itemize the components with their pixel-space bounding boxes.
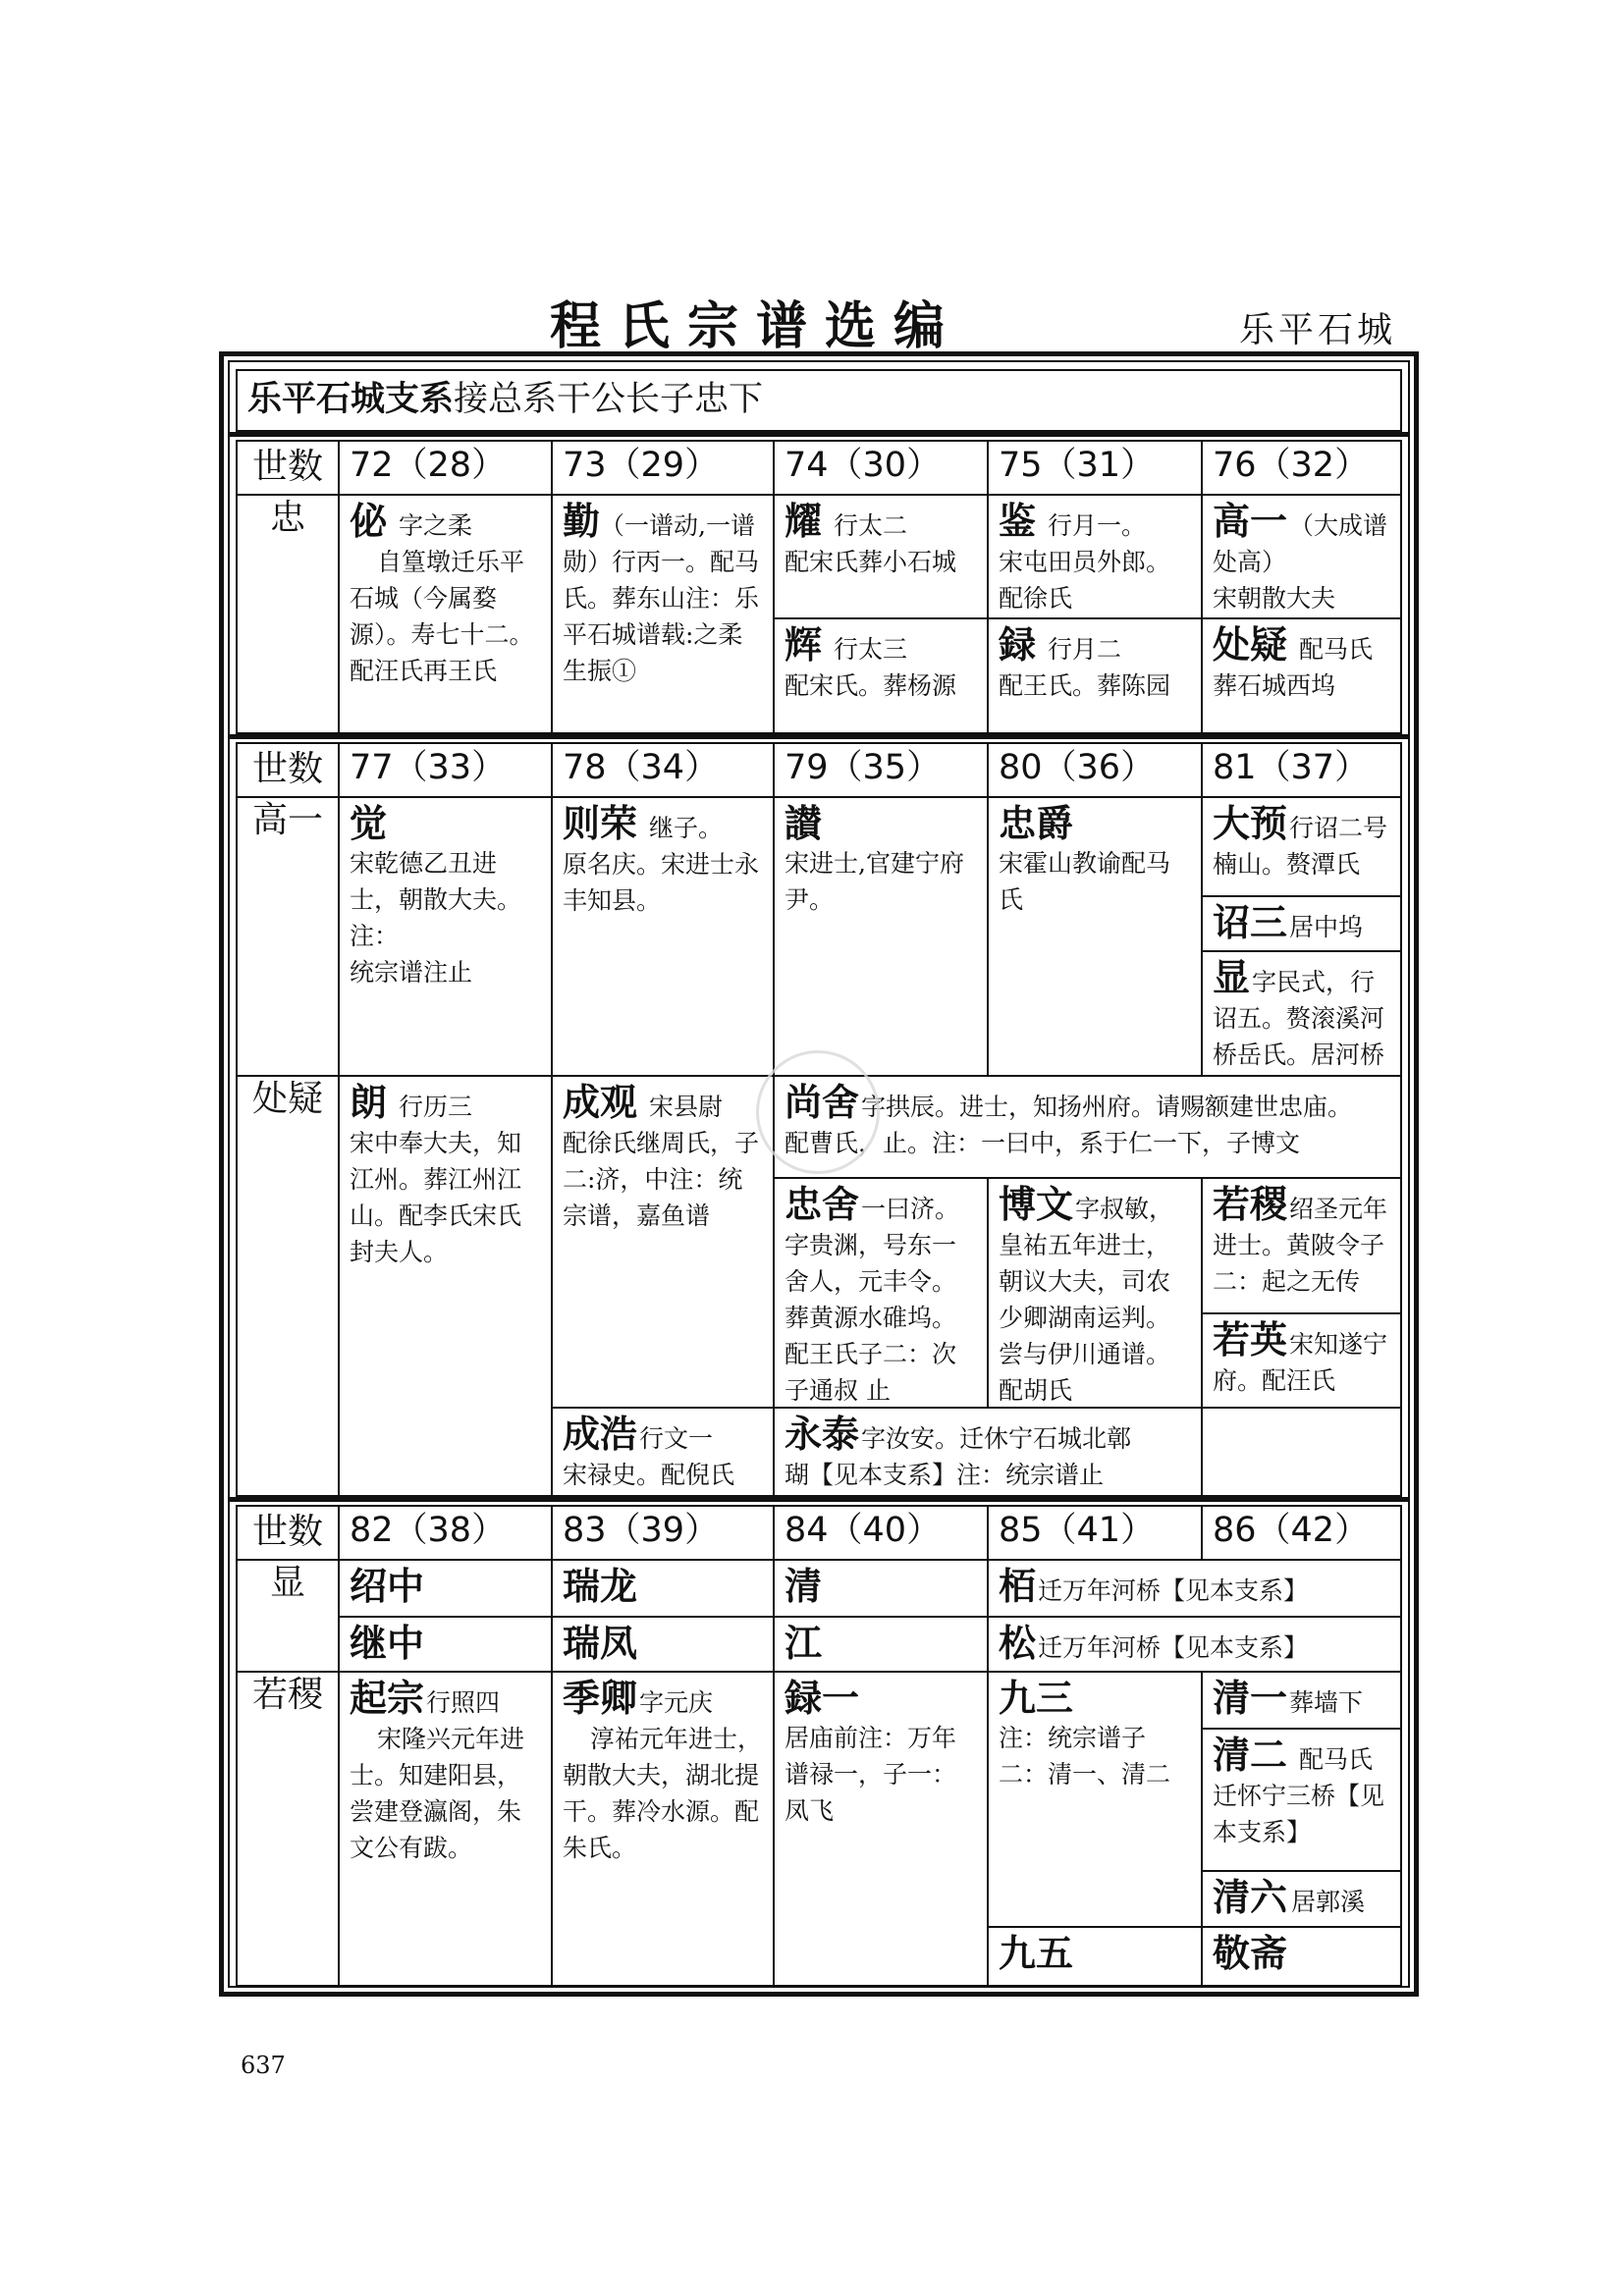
person-bio: 配宋氏葬小石城 <box>785 548 957 576</box>
entry-jiusan <box>987 1671 1203 1928</box>
person-note: 行太二 <box>834 511 908 540</box>
person-note: 行太三 <box>834 635 908 664</box>
entry-yongtai <box>773 1407 1203 1497</box>
section-divider <box>228 432 1410 437</box>
person-name: 鉴 <box>999 499 1037 543</box>
section-divider <box>228 734 1410 739</box>
gen-header-84: 84（40） <box>773 1505 989 1561</box>
person-note: 迁万年河桥【见本支系】 <box>1038 1576 1309 1605</box>
region-label: 乐平石城 <box>1239 310 1397 350</box>
person-source: 统宗谱注止 <box>350 958 473 987</box>
person-name: 栢 <box>999 1564 1037 1608</box>
row-label-ruoji: 若稷 <box>236 1671 340 1987</box>
entry-zhaosan <box>1201 895 1402 952</box>
entry-zhongjue <box>987 796 1203 1077</box>
person-name: 成浩 <box>563 1412 638 1456</box>
person-name: 松 <box>999 1621 1037 1665</box>
person-bio: 宋隆兴元年进士。知建阳县，尝建登瀛阁，朱文公有跋。 <box>350 1725 525 1862</box>
entry-yao <box>773 494 989 619</box>
person-name: 觉 <box>350 801 388 845</box>
gen-header-82: 82（38） <box>338 1505 553 1561</box>
person-name: 显 <box>1213 955 1251 999</box>
person-bio: 迁怀宁三桥【见本支系】 <box>1213 1782 1385 1846</box>
person-name: 瑞龙 <box>563 1564 638 1608</box>
entry-luyi <box>773 1671 989 1987</box>
person-name: 诏三 <box>1213 900 1288 944</box>
person-bio: 注：统宗谱子二：清一、清二 <box>999 1724 1171 1789</box>
entry-ruifeng <box>551 1616 775 1673</box>
entry-lu <box>987 617 1203 734</box>
person-name: 辉 <box>785 622 823 667</box>
person-bio: 配宋氏。葬杨源 <box>785 671 957 700</box>
person-note: （大成谱处高） <box>1213 511 1388 576</box>
person-note: 配马氏 <box>1299 635 1374 664</box>
person-note: 葬墙下 <box>1289 1688 1364 1717</box>
person-note: （一谱动,一谱勋）行丙一。配马氏。葬东山注：乐平石城谱载:之柔生振① <box>563 511 760 685</box>
person-note: 行月二 <box>1048 635 1122 664</box>
person-note: 字元庆 <box>639 1688 714 1717</box>
person-name: 起宗 <box>350 1676 425 1720</box>
seal-watermark <box>756 1050 880 1174</box>
person-bio: 配徐氏继周氏，子二:济，中注：统宗谱，嘉鱼谱 <box>563 1129 760 1230</box>
person-note: 迁万年河桥【见本支系】 <box>1038 1633 1309 1662</box>
person-name: 清一 <box>1213 1676 1288 1720</box>
person-name: 永泰 <box>785 1412 860 1456</box>
entry-jiuwu <box>987 1926 1203 1987</box>
entry-hui <box>773 617 989 734</box>
person-bio: 宋朝散大夫 <box>1213 584 1336 613</box>
person-name: 瑞凤 <box>563 1621 638 1665</box>
entry-chenghao <box>551 1407 775 1497</box>
person-name: 大预 <box>1213 801 1288 845</box>
person-name: 若英 <box>1213 1317 1288 1362</box>
person-note: 一曰济。 <box>861 1195 960 1223</box>
person-bio: 宋屯田员外郎。配徐氏 <box>999 548 1171 613</box>
person-name: 绍中 <box>350 1564 425 1608</box>
entry-ruoji <box>1201 1177 1402 1314</box>
gen-label: 世数 <box>236 440 340 496</box>
row-label-zhong: 忠 <box>236 494 340 734</box>
person-note: 行历三 <box>399 1093 473 1121</box>
entry-zan <box>773 796 989 1077</box>
gen-header-74: 74（30） <box>773 440 989 496</box>
person-name: 耀 <box>785 499 823 543</box>
page-title: 程氏宗谱选编 <box>550 296 963 356</box>
person-name: 讃 <box>785 801 823 845</box>
entry-bai <box>987 1559 1402 1618</box>
person-bio: 葬石城西坞 <box>1213 671 1336 700</box>
gen-header-80: 80（36） <box>987 742 1203 798</box>
entry-qingyi <box>1201 1671 1402 1730</box>
person-note: 字之柔 <box>399 511 473 540</box>
entry-ruoying <box>1201 1312 1402 1409</box>
person-note: 居郭溪 <box>1291 1888 1366 1916</box>
person-spouse: 配汪氏再王氏 <box>350 657 498 685</box>
entry-jian <box>987 494 1203 619</box>
gen-header-78: 78（34） <box>551 742 775 798</box>
person-note: 配马氏 <box>1299 1745 1374 1774</box>
person-name: 成观 <box>563 1080 638 1124</box>
gen-header-83: 83（39） <box>551 1505 775 1561</box>
person-note: 宋县尉 <box>649 1093 724 1121</box>
branch-note: 接总系干公长子忠下 <box>454 380 764 419</box>
person-bio: 配王氏。葬陈园 <box>999 671 1171 700</box>
entry-xian <box>1201 950 1402 1077</box>
person-note: 行诏二号楠山。赘潭氏 <box>1213 814 1388 879</box>
person-name: 九五 <box>999 1931 1074 1975</box>
gen-header-86: 86（42） <box>1201 1505 1402 1561</box>
person-bio: 原名庆。宋进士永丰知县。 <box>563 850 760 915</box>
gen-header-81: 81（37） <box>1201 742 1402 798</box>
gen-header-77: 77（33） <box>338 742 553 798</box>
person-name: 清二 <box>1213 1733 1288 1777</box>
gen-label: 世数 <box>236 1505 340 1561</box>
person-note: 行月一。 <box>1048 511 1147 540</box>
entry-jue <box>338 796 553 1077</box>
entry-chengguan <box>551 1075 775 1409</box>
entry-jingzhai <box>1201 1926 1402 1987</box>
person-note: 字汝安。迁休宁石城北鄣 <box>861 1424 1132 1453</box>
person-note: 字叔敏， <box>1075 1195 1174 1223</box>
person-name: 佖 <box>350 499 388 543</box>
gen-header-72: 72（28） <box>338 440 553 496</box>
entry-zhongshe <box>773 1177 989 1409</box>
person-bio: 淳祐元年进士，朝散大夫，湖北提干。葬冷水源。配朱氏。 <box>563 1725 763 1862</box>
section-divider <box>228 1497 1410 1502</box>
row-label-xian: 显 <box>236 1559 340 1673</box>
person-name: 继中 <box>350 1621 425 1665</box>
entry-qinger <box>1201 1728 1402 1872</box>
person-name: 清 <box>785 1564 823 1608</box>
person-bio: 宋乾德乙丑进士，朝散大夫。注： <box>350 849 522 950</box>
person-note: 字拱辰。进士，知扬州府。请赐额建世忠庙。 <box>861 1093 1353 1121</box>
person-name: 敬斋 <box>1213 1931 1288 1975</box>
person-name: 高一 <box>1213 499 1288 543</box>
person-bio: 皇祐五年进士，朝议大夫，司农少卿湖南运判。尝与伊川通谱。配胡氏 <box>999 1231 1171 1405</box>
person-name: 忠舍 <box>785 1182 860 1226</box>
person-bio: 瑚【见本支系】注：统宗谱止 <box>785 1461 1105 1489</box>
entry-song <box>987 1616 1402 1673</box>
person-name: 忠爵 <box>999 801 1074 845</box>
entry-bi <box>338 494 553 734</box>
entry-qingliu <box>1201 1870 1402 1928</box>
person-name: 则荣 <box>563 801 638 845</box>
person-name: 处疑 <box>1213 622 1288 667</box>
entry-jiang <box>773 1616 989 1673</box>
person-bio: 宋禄史。配倪氏 <box>563 1461 735 1489</box>
person-bio: 居庙前注：万年谱禄一，子一：凤飞 <box>785 1724 957 1825</box>
person-note: 字民式，行诏五。赘滚溪河桥岳氏。居河桥 <box>1213 968 1385 1069</box>
entry-dayu <box>1201 796 1402 897</box>
person-bio: 宋进士,官建宁府尹。 <box>785 849 964 914</box>
gen-header-75: 75（31） <box>987 440 1203 496</box>
person-name: 朗 <box>350 1080 388 1124</box>
gen-label: 世数 <box>236 742 340 798</box>
entry-qing <box>773 1559 989 1618</box>
entry-jizhong <box>338 1616 553 1673</box>
person-name: 勤 <box>563 499 601 543</box>
empty-cell <box>1201 1407 1402 1497</box>
entry-ruilong <box>551 1559 775 1618</box>
entry-jiqing <box>551 1671 775 1987</box>
person-name: 九三 <box>999 1676 1074 1720</box>
person-name: 季卿 <box>563 1676 638 1720</box>
person-bio: 宋中奉大夫，知江州。葬江州江山。配李氏宋氏封夫人。 <box>350 1129 522 1266</box>
person-name: 録一 <box>785 1676 860 1720</box>
page-number: 637 <box>241 2052 286 2079</box>
entry-gaoyi <box>1201 494 1402 619</box>
person-note: 居中坞 <box>1289 913 1364 941</box>
branch-header <box>236 369 1402 432</box>
person-name: 尚舍 <box>785 1080 860 1124</box>
row-label-gaoyi: 高一 <box>236 796 340 1077</box>
person-name: 江 <box>785 1621 823 1665</box>
entry-chuyi <box>1201 617 1402 734</box>
gen-header-85: 85（41） <box>987 1505 1203 1561</box>
person-name: 若稷 <box>1213 1182 1288 1226</box>
person-note: 继子。 <box>649 814 724 842</box>
person-note: 行文一 <box>639 1424 714 1453</box>
gen-header-79: 79（35） <box>773 742 989 798</box>
person-bio: 字贵渊，号东一舍人，元丰令。葬黄源水碓坞。配王氏子二：次子通叔 止 <box>785 1231 957 1405</box>
entry-zerong <box>551 796 775 1077</box>
person-name: 博文 <box>999 1182 1074 1226</box>
person-bio: 宋霍山教谕配马氏 <box>999 849 1171 914</box>
row-label-chuyi: 处疑 <box>236 1075 340 1497</box>
gen-header-76: 76（32） <box>1201 440 1402 496</box>
entry-bowen <box>987 1177 1203 1409</box>
person-bio: 配曹氏，止。注：一曰中，系于仁一下，子博文 <box>785 1129 1301 1157</box>
branch-name: 乐平石城支系 <box>247 379 455 419</box>
person-bio: 自篁墩迁乐平石城（今属婺源）。寿七十二。 <box>350 548 534 649</box>
person-name: 清六 <box>1213 1875 1288 1919</box>
entry-lang <box>338 1075 553 1497</box>
gen-header-73: 73（29） <box>551 440 775 496</box>
person-note: 绍圣元年进士。黄陂令子二：起之无传 <box>1213 1195 1388 1296</box>
entry-qin <box>551 494 775 734</box>
person-note: 行照四 <box>426 1688 501 1717</box>
person-note: 宋知遂宁府。配汪氏 <box>1213 1330 1388 1395</box>
entry-shaozhong <box>338 1559 553 1618</box>
person-name: 録 <box>999 622 1037 667</box>
entry-qizong <box>338 1671 553 1987</box>
